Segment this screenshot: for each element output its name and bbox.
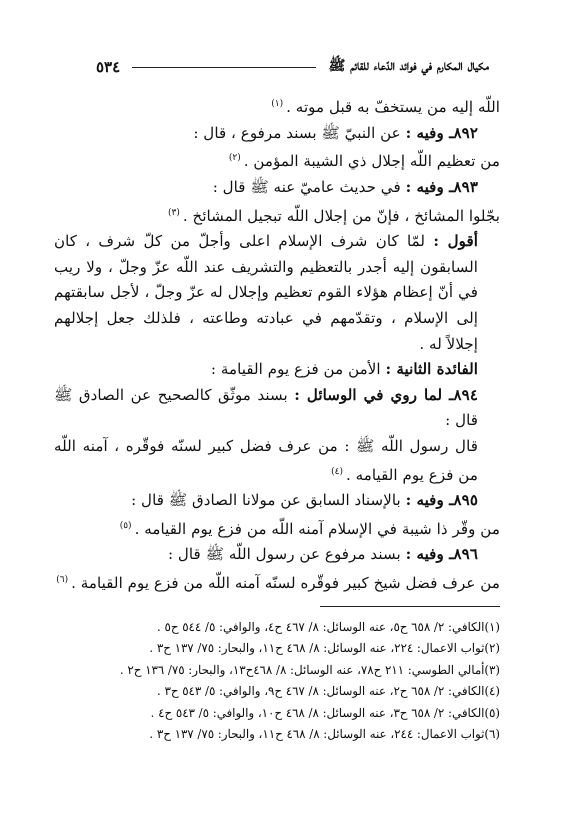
section-label: الفائدة الثانية :: [385, 360, 478, 379]
footnote-marker: (٤): [331, 466, 343, 477]
footnote-1: (١)الكافي: ٢/ ٦٥٨ ح٥، عنه الوسائل: ٨/ ٤٦٧ ح٤، والوافي: ٥/ ٥٤٤ ح٥ .: [157, 620, 500, 634]
header-rule: [132, 67, 316, 68]
book-title: مكيال المكارم في فوائد الدّعاء للقائم ﷺ: [328, 58, 489, 74]
hadith-intro: بسند موثّق كالصحيح عن الصادق ﷺ قال :: [54, 385, 478, 430]
paragraph-text: من وقّر ذا شيبة في الإسلام آمنه اللّه من فزع يوم القيامه .: [134, 519, 500, 538]
footnote-marker: (٣): [167, 207, 180, 218]
hadith-number: ٨٩٥ـ وفيه :: [405, 491, 478, 510]
hadith-intro: في حديث عاميّ عنه ﷺ قال :: [212, 177, 406, 196]
footnote-3: (٣)أمالي الطوسي: ٢١١ ح٧٨، عنه الوسائل: ٨/ ٤٦٨ح١٣، والبحار: ٧٥/ ١٣٦ ح٢ .: [119, 662, 500, 677]
hadith-894-text: [54, 434, 500, 488]
hadith-896: [54, 542, 500, 568]
hadith-895-text: [54, 514, 500, 543]
footnote-marker: (٥): [119, 520, 132, 531]
footnote-marker: (٢): [228, 153, 241, 164]
hadith-892-text: [54, 146, 500, 175]
paragraph-text: من تعظيم اللّه إجلال ذي الشيبة المؤمن .: [243, 152, 500, 171]
main-text: [54, 92, 500, 597]
footnote-2: (٢)ثواب الاعمال: ٢٢٤، عنه الوسائل: ٨/ ٤٦٨ ح١١، والبحار: ٧٥/ ١٣٧ ح٣ .: [149, 641, 500, 656]
page-number: ٥٣٤: [96, 58, 121, 76]
footnote-marker: (١): [271, 99, 284, 109]
footnote-5: (٥)الكافي: ٢/ ٦٥٨ ح٣، عنه الوسائل: ٨/ ٤٦٨ ح١٠، والوافي: ٥/ ٥٤٣ ح٤ .: [150, 705, 500, 720]
hadith-893-text: [54, 201, 500, 230]
section-title: الأمن من فزع يوم القيامة :: [210, 360, 386, 379]
author-comment: [54, 229, 500, 357]
footnotes: [80, 617, 500, 745]
hadith-893: [54, 175, 500, 201]
footnote-6: (٦)ثواب الاعمال: ٢٤٤، عنه الوسائل: ٨/ ٤٦٨ ح١١، والبحار: ٧٥/ ١٣٧ ح٣ .: [149, 727, 500, 742]
hadith-895: [54, 488, 500, 514]
paragraph-text: من عرف فضل شيخ كبير فوقّره لسنّه آمنه اللّه من فزع يوم القيامة .: [71, 574, 500, 593]
paragraph-1: [54, 92, 500, 121]
running-header: [96, 56, 489, 78]
footnote-marker: (٦): [56, 575, 69, 585]
hadith-896-text: [54, 568, 500, 597]
hadith-intro: عن النبيّ ﷺ بسند مرفوع ، قال :: [193, 123, 406, 142]
section-heading: [54, 357, 500, 383]
hadith-894: [54, 383, 500, 434]
comment-label: أقول :: [433, 232, 478, 251]
footnote-4: (٤)الكافي: ٢/ ٦٥٨ ح٢، عنه الوسائل: ٨/ ٤٦٧ ح٩، والوافي: ٥/ ٥٤٣ ح٣ .: [157, 684, 500, 699]
hadith-number: ٨٩٣ـ وفيه :: [405, 177, 478, 196]
paragraph-text: اللّه إليه من يستخفّ به قبل موته .: [286, 98, 500, 117]
paragraph-text: بجّلوا المشائخ ، فإنّ من إجلال اللّه تبجيل المشائخ .: [182, 206, 500, 225]
paragraph-text: قال رسول اللّه ﷺ : من عرف فضل كبير لسنّه فوقّره ، آمنه اللّه من فزع يوم القيامه .: [54, 436, 478, 484]
hadith-intro: بالإسناد السابق عن مولانا الصادق ﷺ قال :: [131, 491, 406, 510]
hadith-number: ٨٩٢ـ وفيه :: [405, 123, 478, 142]
hadith-number: ٨٩٦ـ وفيه :: [405, 545, 478, 564]
footnote-separator: [320, 606, 500, 607]
hadith-intro: بسند مرفوع عن رسول اللّه ﷺ قال :: [167, 545, 406, 564]
comment-text: لمّا كان شرف الإسلام اعلى وأجلّ من كلّ شرف ، كان السابقون إليه أجدر بالتعظيم والتشريف عند اللّه عزّ وجلّ ، ولا ريب في أنّ إعظام هؤلاء القوم تعظيم وإجلال له عزّ وجلّ ، لأجل سابقتهم إلى الإسلام ، وتقدّمهم في عبادته وطاعته ، فلذلك جعل إجلالهم إجلالاً له .: [54, 232, 478, 353]
hadith-number: ٨٩٤ـ لما روي في الوسائل :: [294, 385, 478, 404]
hadith-892: [54, 121, 500, 147]
